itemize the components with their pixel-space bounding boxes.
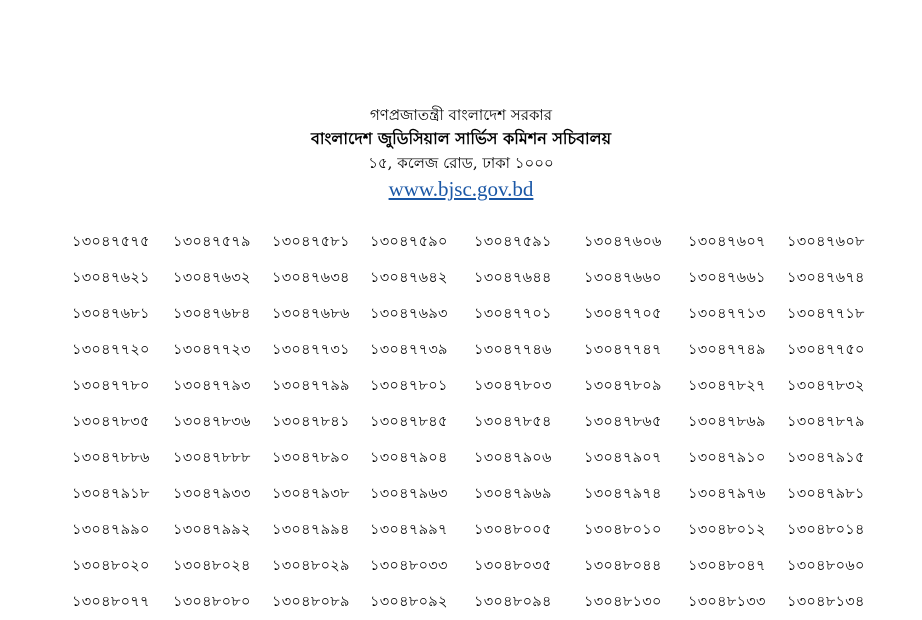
roll-number: ১৩০৪৭৬৭৪: [787, 270, 865, 286]
roll-number: ১৩০৪৭৭৮০: [72, 378, 150, 394]
roll-number: ১৩০৪৭৭২০: [72, 342, 150, 358]
roll-number: ১৩০৪৮০৭৭: [72, 594, 150, 610]
roll-number: ১৩০৪৭৭২৩: [173, 342, 251, 358]
roll-number: ১৩০৪৭৬৮১: [72, 306, 150, 322]
roll-number: ১৩০৪৭৮৮৬: [72, 450, 150, 466]
roll-number: ১৩০৪৮০০৫: [474, 522, 552, 538]
roll-number: ১৩০৪৭৯৮১: [787, 486, 865, 502]
roll-number: ১৩০৪৭৯০৪: [370, 450, 448, 466]
roll-number-row: [0, 476, 922, 512]
roll-number: ১৩০৪৭৮৫৪: [474, 414, 552, 430]
website-link[interactable]: www.bjsc.gov.bd: [388, 177, 534, 201]
commission-name: বাংলাদেশ জুডিসিয়াল সার্ভিস কমিশন সচিবালয়: [310, 129, 611, 148]
roll-number-row: [0, 440, 922, 476]
roll-number: ১৩০৪৭৮০৩: [474, 378, 552, 394]
roll-number: ১৩০৪৭৮৪১: [272, 414, 350, 430]
roll-number: ১৩০৪৭৭৩১: [272, 342, 350, 358]
roll-number: ১৩০৪৮০৩৩: [370, 558, 448, 574]
roll-number: ১৩০৪৭৭১৩: [688, 306, 766, 322]
roll-number-row: [0, 512, 922, 548]
roll-number: ১৩০৪৭৯৭৪: [584, 486, 662, 502]
roll-number: ১৩০৪৭৯১৮: [72, 486, 150, 502]
roll-number: ১৩০৪৮১৩৩: [688, 594, 766, 610]
roll-number: ১৩০৪৭৫৭৫: [72, 234, 150, 250]
roll-number-row: [0, 404, 922, 440]
roll-number: ১৩০৪৭৭০৫: [584, 306, 662, 322]
roll-number-row: [0, 260, 922, 296]
roll-number: ১৩০৪৭৬৮৬: [272, 306, 350, 322]
roll-number: ১৩০৪৮০৬০: [787, 558, 865, 574]
roll-number: ১৩০৪৭৭৩৯: [370, 342, 448, 358]
roll-number: ১৩০৪৭৮৬৯: [688, 414, 766, 430]
roll-number: ১৩০৪৭৯১০: [688, 450, 766, 466]
roll-number: ১৩০৪৮০৯৪: [474, 594, 552, 610]
roll-number-table: [0, 224, 922, 620]
roll-number: ১৩০৪৭৯৩৩: [173, 486, 251, 502]
roll-number: ১৩০৪৮০২৯: [272, 558, 350, 574]
roll-number: ১৩০৪৭৮৩৬: [173, 414, 251, 430]
roll-number: ১৩০৪৭৬৩২: [173, 270, 251, 286]
roll-number: ১৩০৪৭৯৯৪: [272, 522, 350, 538]
roll-number: ১৩০৪৭৮৬৫: [584, 414, 662, 430]
roll-number: ১৩০৪৭৮৩৫: [72, 414, 150, 430]
roll-number: ১৩০৪৭৮৭৯: [787, 414, 865, 430]
roll-number: ১৩০৪৭৫৮১: [272, 234, 350, 250]
roll-number: ১৩০৪৭৫৯১: [474, 234, 552, 250]
roll-number: ১৩০৪৭৬৪৪: [474, 270, 552, 286]
roll-number: ১৩০৪৭৯৯০: [72, 522, 150, 538]
roll-number: ১৩০৪৮০১২: [688, 522, 766, 538]
roll-number: ১৩০৪৭৬৬১: [688, 270, 766, 286]
roll-number: ১৩০৪৭৯০৬: [474, 450, 552, 466]
roll-number: ১৩০৪৭৫৭৯: [173, 234, 251, 250]
roll-number: ১৩০৪৮০২৪: [173, 558, 251, 574]
roll-number: ১৩০৪৮০৩৫: [474, 558, 552, 574]
roll-number: ১৩০৪৭৭০১: [474, 306, 552, 322]
roll-number: ১৩০৪৮০৪৭: [688, 558, 766, 574]
roll-number: ১৩০৪৭৯০৭: [584, 450, 662, 466]
roll-number: ১৩০৪৭৭১৮: [787, 306, 865, 322]
roll-number: ১৩০৪৮০৮০: [173, 594, 251, 610]
roll-number: ১৩০৪৭৯৯২: [173, 522, 251, 538]
roll-number-row: [0, 296, 922, 332]
roll-number: ১৩০৪৭৬০৬: [584, 234, 662, 250]
roll-number: ১৩০৪৭৮০৯: [584, 378, 662, 394]
roll-number: ১৩০৪৭৬৬০: [584, 270, 662, 286]
roll-number: ১৩০৪৭৭৪৭: [584, 342, 662, 358]
roll-number-row: [0, 548, 922, 584]
roll-number: ১৩০৪৮১৩০: [584, 594, 662, 610]
roll-number: ১৩০৪৮০৮৯: [272, 594, 350, 610]
roll-number-row: [0, 332, 922, 368]
roll-number: ১৩০৪৭৭৫০: [787, 342, 865, 358]
roll-number: ১৩০৪৭৬২১: [72, 270, 150, 286]
roll-number: ১৩০৪৮০৪৪: [584, 558, 662, 574]
roll-number: ১৩০৪৭৯৬৯: [474, 486, 552, 502]
roll-number: ১৩০৪৭৬৩৪: [272, 270, 350, 286]
roll-number: ১৩০৪৭৬৯৩: [370, 306, 448, 322]
office-address: ১৫, কলেজ রোড, ঢাকা ১০০০: [368, 154, 554, 172]
roll-number: ১৩০৪৭৯৬৩: [370, 486, 448, 502]
roll-number: ১৩০৪৮০৯২: [370, 594, 448, 610]
roll-number: ১৩০৪৭৬৪২: [370, 270, 448, 286]
roll-number: ১৩০৪৭৭৯৩: [173, 378, 251, 394]
roll-number: ১৩০৪৭৯৯৭: [370, 522, 448, 538]
roll-number: ১৩০৪৭৭৯৯: [272, 378, 350, 394]
roll-number: ১৩০৪৮০১০: [584, 522, 662, 538]
roll-number: ১৩০৪৭৮৪৫: [370, 414, 448, 430]
roll-number: ১৩০৪৮০১৪: [787, 522, 865, 538]
roll-number: ১৩০৪৭৯৭৬: [688, 486, 766, 502]
roll-number: ১৩০৪৭৮৯০: [272, 450, 350, 466]
roll-number: ১৩০৪৭৮৩২: [787, 378, 865, 394]
roll-number-row: [0, 224, 922, 260]
roll-number: ১৩০৪৭৮০১: [370, 378, 448, 394]
roll-number-row: [0, 584, 922, 620]
document-header: [0, 104, 922, 204]
roll-number: ১৩০৪৭৭৪৯: [688, 342, 766, 358]
roll-number: ১৩০৪৮০২০: [72, 558, 150, 574]
roll-number: ১৩০৪৭৮২৭: [688, 378, 766, 394]
government-name: গণপ্রজাতন্ত্রী বাংলাদেশ সরকার: [369, 106, 553, 124]
roll-number: ১৩০৪৭৯৩৮: [272, 486, 350, 502]
roll-number-row: [0, 368, 922, 404]
roll-number: ১৩০৪৭৬৮৪: [173, 306, 251, 322]
roll-number: ১৩০৪৭৮৮৮: [173, 450, 251, 466]
roll-number: ১৩০৪৭৬০৭: [688, 234, 766, 250]
roll-number: ১৩০৪৭৫৯০: [370, 234, 448, 250]
roll-number: ১৩০৪৭৯১৫: [787, 450, 865, 466]
roll-number: ১৩০৪৭৭৪৬: [474, 342, 552, 358]
roll-number: ১৩০৪৮১৩৪: [787, 594, 865, 610]
roll-number: ১৩০৪৭৬০৮: [787, 234, 865, 250]
